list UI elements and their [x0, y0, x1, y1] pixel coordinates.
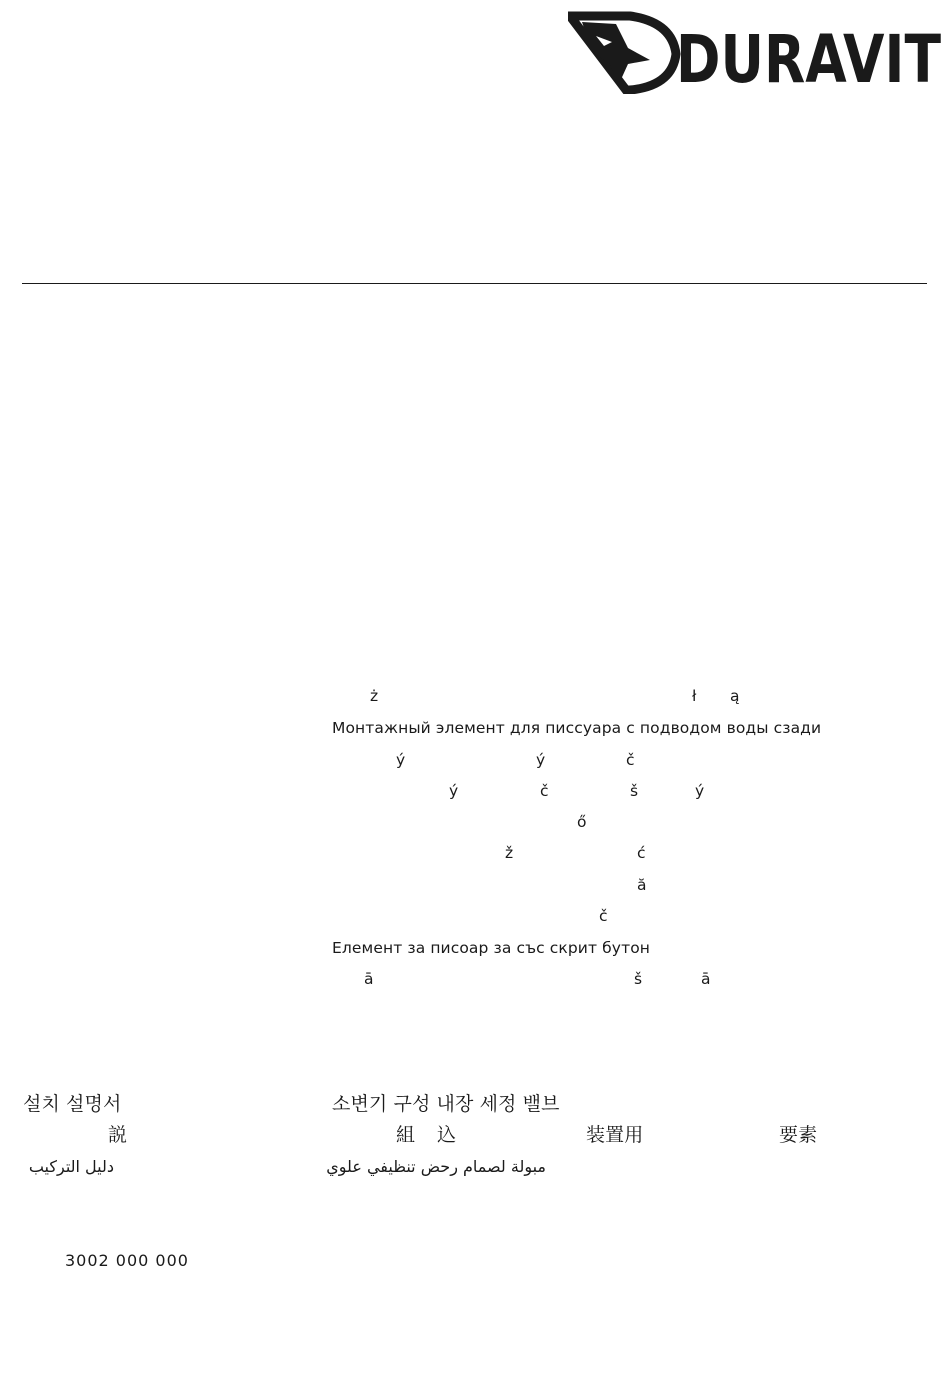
frag-5: ý: [536, 751, 546, 769]
japanese-product-char-4: 要素: [779, 1124, 818, 1146]
japanese-manual-title-char: 説: [108, 1124, 128, 1146]
frag-8: č: [540, 782, 549, 800]
frag-19: ā: [701, 970, 711, 988]
japanese-product-char-3: 装置用: [586, 1124, 644, 1146]
frag-6: č: [626, 751, 635, 769]
logo-wordmark: DURAVIT: [676, 21, 941, 94]
arabic-manual-title: دليل التركيب: [28, 1157, 114, 1176]
frag-13: ć: [637, 844, 646, 862]
frag-11: ő: [577, 813, 587, 831]
frag-18: š: [634, 970, 643, 988]
japanese-product-char-1: 組: [396, 1124, 416, 1146]
arabic-product-title: مبولة لصمام رحض تنظيفي علوي: [326, 1157, 546, 1176]
frag-15: č: [599, 907, 608, 925]
frag-12: ž: [505, 844, 514, 862]
header-divider: [22, 283, 927, 284]
russian-product-title: Монтажный элемент для писсуара с подводом воды сзади: [332, 719, 822, 737]
frag-1: ł: [692, 687, 697, 705]
frag-2: ą: [730, 687, 740, 705]
frag-14: ă: [637, 876, 647, 894]
bulgarian-product-title: Елемент за писоар за със скрит бутон: [332, 939, 651, 957]
article-number: 3002 000 000: [65, 1251, 189, 1270]
duravit-logo: [568, 2, 944, 94]
frag-17: ā: [364, 970, 374, 988]
frag-10: ý: [695, 782, 705, 800]
korean-product-title: 소변기 구성 내장 세정 밸브: [332, 1093, 560, 1115]
frag-0: ż: [370, 687, 379, 705]
japanese-product-char-2: 込: [437, 1124, 457, 1146]
frag-9: š: [630, 782, 639, 800]
bird-icon: [570, 16, 676, 90]
frag-4: ý: [396, 751, 406, 769]
frag-7: ý: [449, 782, 459, 800]
korean-manual-title: 설치 설명서: [23, 1093, 122, 1115]
